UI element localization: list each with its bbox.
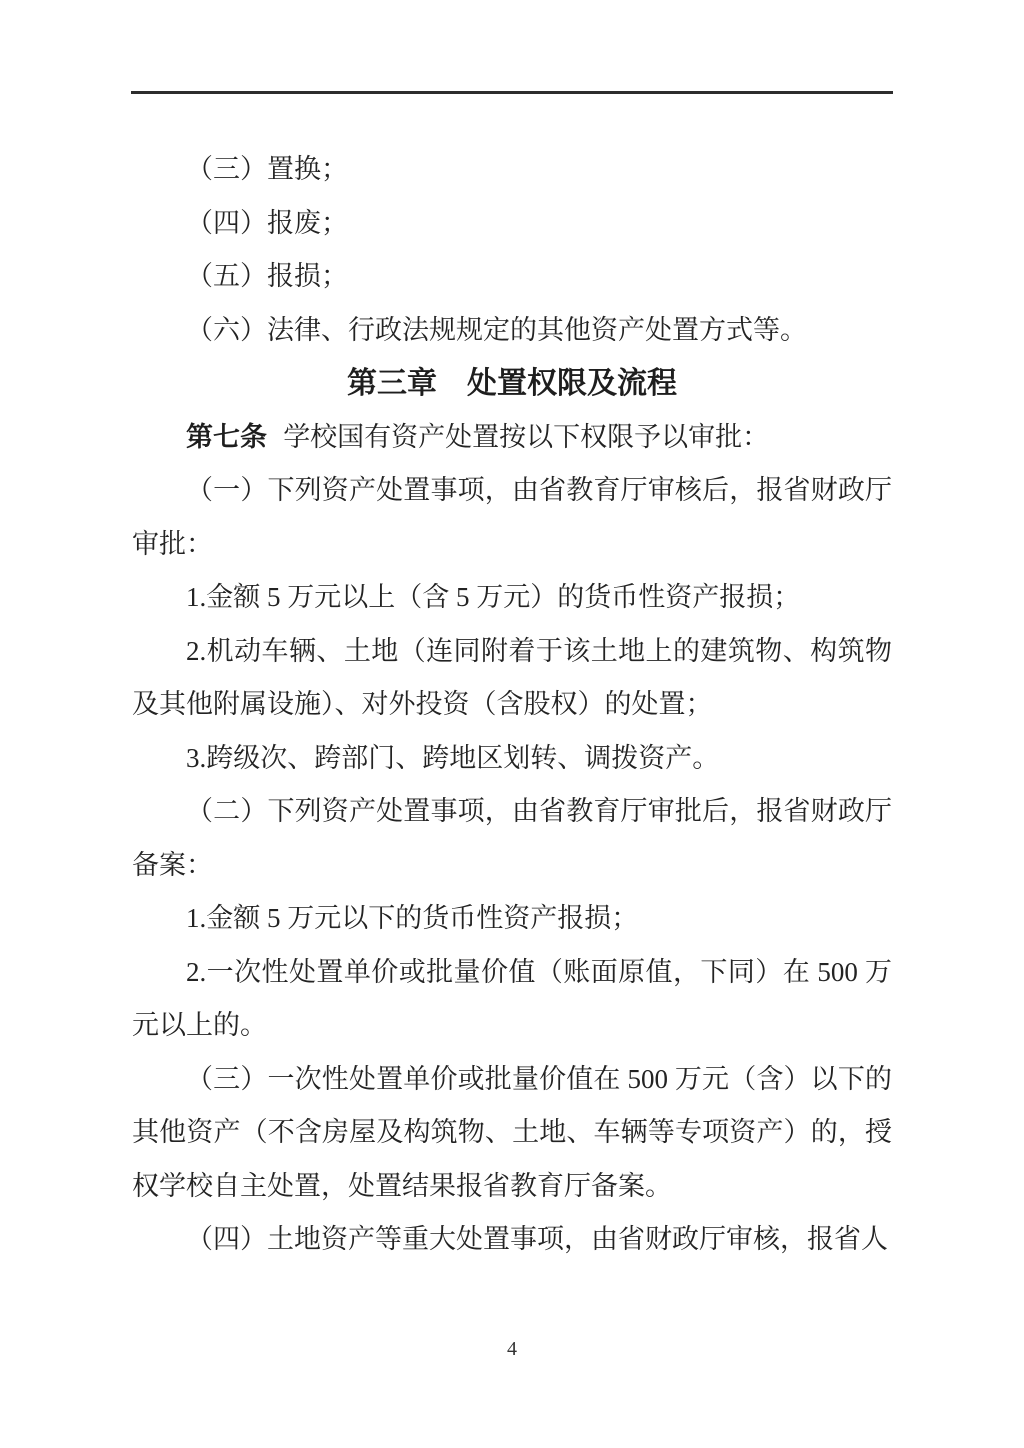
page-number: 4 [507, 1338, 517, 1360]
approval-clause-2-sub-1: 1.金额 5 万元以下的货币性资产报损； [186, 903, 639, 933]
clause-item-3: （三）置换； [186, 154, 348, 184]
approval-clause-2-sub-2: 2.一次性处置单价或批量价值（账面原值，下同）在 500 万元以上的。 [132, 956, 892, 1040]
chapter-heading [132, 357, 892, 411]
clause-item-4: （四）报废； [186, 207, 348, 238]
chapter-title: 处置权限及流程 [467, 367, 677, 400]
approval-clause-2: （二）下列资产处置事项，由省教育厅审批后，报省财政厅备案： [132, 796, 892, 880]
article-7-label: 第七条 [186, 421, 267, 452]
article-7-text: 学校国有资产处置按以下权限予以审批： [283, 421, 770, 452]
approval-clause-4: （四）土地资产等重大处置事项，由省财政厅审核，报省人 [186, 1224, 888, 1254]
article-7-paragraph [132, 411, 892, 465]
approval-clause-1-sub-3: 3.跨级次、跨部门、跨地区划转、调拨资产。 [186, 742, 720, 773]
clause-item-5: （五）报损； [186, 261, 348, 291]
clause-item-6: （六）法律、行政法规规定的其他资产处置方式等。 [186, 314, 807, 345]
approval-clause-1: （一）下列资产处置事项，由省教育厅审核后，报省财政厅审批： [132, 475, 892, 559]
header-rule [131, 91, 893, 94]
approval-clause-1-sub-1: 1.金额 5 万元以上（含 5 万元）的货币性资产报损； [186, 582, 801, 612]
document-body [132, 143, 892, 1267]
chapter-number: 第三章 [347, 367, 437, 400]
approval-clause-1-sub-2: 2.机动车辆、土地（连同附着于该土地上的建筑物、构筑物及其他附属设施）、对外投资（含股权）的处置； [132, 635, 892, 719]
approval-clause-3: （三）一次性处置单价或批量价值在 500 万元（含）以下的其他资产（不含房屋及构筑物、土地、车辆等专项资产）的，授权学校自主处置，处置结果报省教育厅备案。 [132, 1063, 892, 1201]
